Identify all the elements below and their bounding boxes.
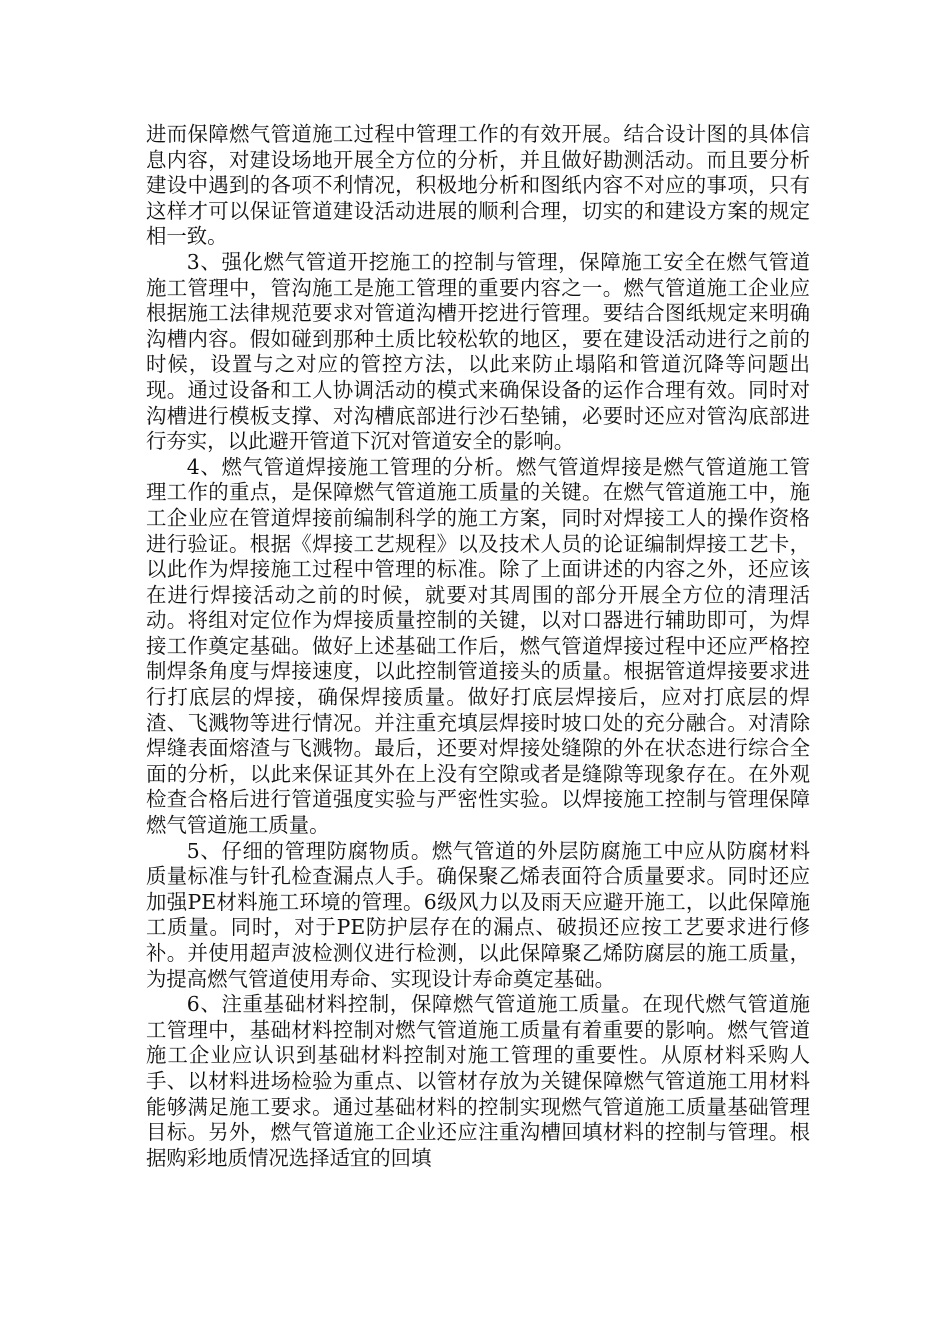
- paragraph-trench-excavation: 3、强化燃气管道开挖施工的控制与管理，保障施工安全在燃气管道施工管理中，管沟施工是施工管理的重要内容之一。燃气管道施工企业应根据施工法律规范要求对管道沟槽开挖进行管理。要结合图纸规定来明确沟槽内容。假如碰到那种土质比较松软的地区，要在建设活动进行之前的时候，设置与之对应的管控方法，以此来防止塌陷和管道沉降等问题出现。通过设备和工人协调活动的模式来确保设备的运作合理有效。同时对沟槽进行模板支撑、对沟槽底部进行沙石垫铺，必要时还应对管沟底部进行夯实，以此避开管道下沉对管道安全的影响。: [146, 249, 810, 454]
- paragraph-welding: 4、燃气管道焊接施工管理的分析。燃气管道焊接是燃气管道施工管理工作的重点，是保障燃气管道施工质量的关键。在燃气管道施工中，施工企业应在管道焊接前编制科学的施工方案，同时对焊接工人的操作资格进行验证。根据《焊接工艺规程》以及技术人员的论证编制焊接工艺卡，以此作为焊接施工过程中管理的标准。除了上面讲述的内容之外，还应该在进行焊接活动之前的时候，就要对其周围的部分开展全方位的清理活动。将组对定位作为焊接质量控制的关键，以对口器进行辅助即可，为焊接工作奠定基础。做好上述基础工作后，燃气管道焊接过程中还应严格控制焊条角度与焊接速度，以此控制管道接头的质量。根据管道焊接要求进行打底层的焊接，确保焊接质量。做好打底层焊接后，应对打底层的焊渣、飞溅物等进行情况。并注重充填层焊接时坡口处的充分融合。对清除焊缝表面熔渣与飞溅物。最后，还要对焊接处缝隙的外在状态进行综合全面的分析，以此来保证其外在上没有空隙或者是缝隙等现象存在。在外观检查合格后进行管道强度实验与严密性实验。以焊接施工控制与管理保障燃气管道施工质量。: [146, 454, 810, 838]
- document-page: [146, 122, 810, 1171]
- paragraph-base-materials: 6、注重基础材料控制，保障燃气管道施工质量。在现代燃气管道施工管理中，基础材料控制对燃气管道施工质量有着重要的影响。燃气管道施工企业应认识到基础材料控制对施工管理的重要性。从原材料采购人手、以材料进场检验为重点、以管材存放为关键保障燃气管道施工用材料能够满足施工要求。通过基础材料的控制实现燃气管道施工质量基础管理目标。另外，燃气管道施工企业还应注重沟槽回填材料的控制与管理。根据购彩地质情况选择适宜的回填: [146, 992, 810, 1170]
- paragraph-continuation: 进而保障燃气管道施工过程中管理工作的有效开展。结合设计图的具体信息内容，对建设场地开展全方位的分析，并且做好勘测活动。而且要分析建设中遇到的各项不利情况，积极地分析和图纸内容不对应的事项，只有这样才可以保证管道建设活动进展的顺利合理，切实的和建设方案的规定相一致。: [146, 122, 810, 249]
- paragraph-anticorrosion: 5、仔细的管理防腐物质。燃气管道的外层防腐施工中应从防腐材料质量标准与针孔检查漏点人手。确保聚乙烯表面符合质量要求。同时还应加强PE材料施工环境的管理。6级风力以及雨天应避开施工，以此保障施工质量。同时，对于PE防护层存在的漏点、破损还应按工艺要求进行修补。并使用超声波检测仪进行检测，以此保障聚乙烯防腐层的施工质量，为提高燃气管道使用寿命、实现设计寿命奠定基础。: [146, 838, 810, 991]
